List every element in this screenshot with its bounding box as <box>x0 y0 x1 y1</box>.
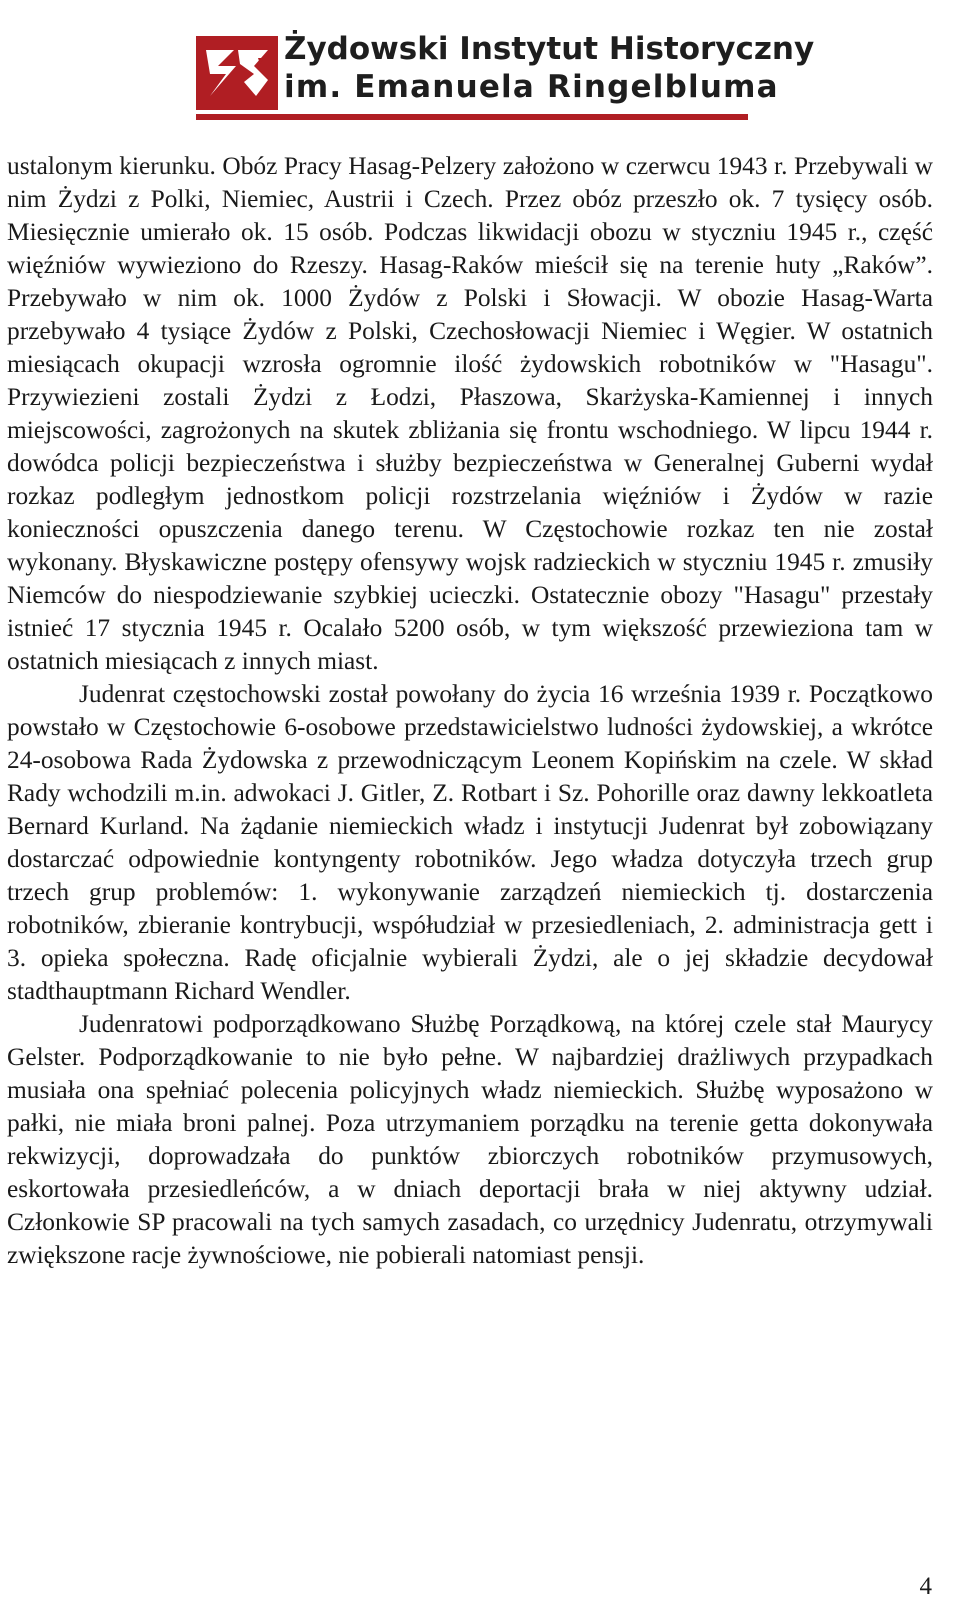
institute-name-line1: Żydowski Instytut Historyczny <box>284 31 815 67</box>
document-body <box>7 150 933 1272</box>
institute-name <box>284 30 814 106</box>
paragraph-judenrat: Judenrat częstochowski został powołany do życia 16 września 1939 r. Początkowo powstało w Częstochowie 6-osobowe przedstawicielstwo ludności żydowskiej, a wkrótce 24-osobowa Rada Żydowska z przewodniczącym Leonem Kopińskim na czele. W skład Rady wchodzili m.in. adwokaci J. Gitler, Z. Rotbart i Sz. Pohorille oraz dawny lekkoatleta Bernard Kurland. Na żądanie niemieckich władz i instytucji Judenrat był zobowiązany dostarczać odpowiednie kontyngenty robotników. Jego władza dotyczyła trzech grup trzech grup problemów: 1. wykonywanie zarządzeń niemieckich tj. dostarczenia robotników, zbieranie kontrybucji, współudział w przesiedleniach, 2. administracja gett i 3. opieka społeczna. Radę oficjalnie wybierali Żydzi, ale o jej składzie decydował stadthauptmann Richard Wendler. <box>7 680 933 1005</box>
header-underline <box>196 114 748 120</box>
paragraph-continuation: ustalonym kierunku. Obóz Pracy Hasag-Pelzery założono w czerwcu 1943 r. Przebywali w nim Żydzi z Polki, Niemiec, Austrii i Czech. Przez obóz przeszło ok. 7 tysięcy osób. Miesięcznie umierało ok. 15 osób. Podczas likwidacji obozu w styczniu 1945 r., część więźniów wywieziono do Rzeszy. Hasag-Raków mieścił się na terenie huty „Raków”. Przebywało w nim ok. 1000 Żydów z Polski i Słowacji. W obozie Hasag-Warta przebywało 4 tysiące Żydów z Polski, Czechosłowacji Niemiec i Węgier. W ostatnich miesiącach okupacji wzrosła ogromnie ilość żydowskich robotników w "Hasagu". Przywiezieni zostali Żydzi z Łodzi, Płaszowa, Skarżyska-Kamiennej i innych miejscowości, zagrożonych na skutek zbliżania się frontu wschodniego. W lipcu 1944 r. dowódca policji bezpieczeństwa i służby bezpieczeństwa w Generalnej Guberni wydał rozkaz podległym jednostkom policji rozstrzelania więźniów i Żydów w razie konieczności opuszczenia danego terenu. W Częstochowie rozkaz ten nie został wykonany. Błyskawiczne postępy ofensywy wojsk radzieckich w styczniu 1945 r. zmusiły Niemców do niespodziewanie szybkiej ucieczki. Ostatecznie obozy "Hasagu" przestały istnieć 17 stycznia 1945 r. Ocalało 5200 osób, w tym większość przewieziona tam w ostatnich miesiącach z innych miast. <box>7 152 933 675</box>
page-header <box>196 30 815 120</box>
page-number: 4 <box>919 1573 932 1600</box>
paragraph-sluzba-porzadkowa: Judenratowi podporządkowano Służbę Porządkową, na której czele stał Maurycy Gelster. Podporządkowanie to nie było pełne. W najbardziej drażliwych przypadkach musiała ona spełniać polecenia policyjnych władz niemieckich. Służbę wyposażono w pałki, nie miała broni palnej. Poza utrzymaniem porządku na terenie getta dokonywała rekwizycji, doprowadzała do punktów zbiorczych robotników przymusowych, eskortowała przesiedleńców, a w dniach deportacji brała w niej aktywny udział. Członkowie SP pracowali na tych samych zasadach, co urzędnicy Judenratu, otrzymywali zwiększone racje żywnościowe, nie pobierali natomiast pensji. <box>7 1010 933 1269</box>
institute-name-line2: im. Emanuela Ringelbluma <box>284 69 779 105</box>
institute-logo-icon <box>196 36 278 110</box>
